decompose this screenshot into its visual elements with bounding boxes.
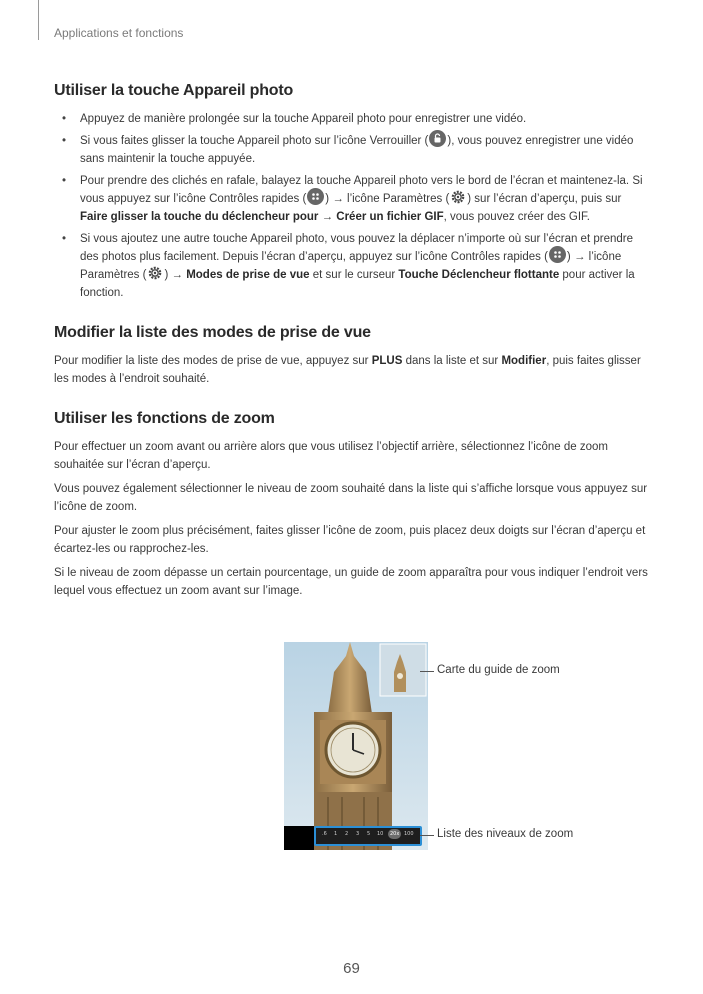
paragraph: Pour modifier la liste des modes de prise de vue, appuyez sur PLUS dans la liste et sur Modifier, puis faites glisser les modes à l’endroit souhaité. [54, 355, 641, 385]
callout-line-list [420, 835, 434, 836]
quick-controls-icon [549, 246, 566, 263]
paragraph: Pour ajuster le zoom plus précisément, faites glisser l’icône de zoom, puis placez deux doigts sur l’écran d’aperçu et écartez-les ou rapprochez-les. [54, 525, 646, 555]
quick-controls-icon [307, 188, 324, 205]
zoom-level-option[interactable]: 1 [334, 831, 338, 837]
zoom-level-option[interactable]: 5 [367, 831, 371, 837]
zoom-level-option[interactable]: 3 [356, 831, 360, 837]
section-title-shooting-modes: Modifier la liste des modes de prise de vue [54, 324, 371, 341]
callout-zoom-map: Carte du guide de zoom [437, 664, 560, 676]
list-item: • Appuyez de manière prolongée sur la touche Appareil photo pour enregistrer une vidéo. [54, 110, 650, 128]
section-zoom [54, 410, 650, 600]
section-header: Applications et fonctions [54, 26, 184, 40]
zoom-level-selected[interactable]: 20x [390, 831, 400, 837]
section-title-zoom: Utiliser les fonctions de zoom [54, 410, 275, 427]
paragraph: Si le niveau de zoom dépasse un certain pourcentage, un guide de zoom apparaîtra pour vous indiquer l’endroit vers lequel vous effectuez un zoom avant sur l’image. [54, 567, 648, 597]
camera-key-list [54, 110, 650, 302]
section-camera-key [54, 82, 650, 302]
paragraph: Pour effectuer un zoom avant ou arrière alors que vous utilisez l’objectif arrière, sélectionnez l’icône de zoom souhaitée sur l’écran d’aperçu. [54, 441, 608, 471]
list-item: • Si vous ajoutez une autre touche Appareil photo, vous pouvez la déplacer n’importe où sur l’écran et prendre des photos plus facilement. Depuis l’écran d’aperçu, appuyez sur l’icône Contrôles rapides ( ) → l’icône Paramètres ( ) → Modes de prise de vue et sur le curseur Touche Déclencheur flottante pour activer la fonction. [54, 230, 650, 302]
section-title-camera-key: Utiliser la touche Appareil photo [54, 82, 294, 99]
zoom-level-list[interactable] [314, 826, 422, 846]
list-item: • Pour prendre des clichés en rafale, balayez la touche Appareil photo vers le bord de l’écran et maintenez-la. Si vous appuyez sur l’icône Contrôles rapides ( ) → l’icône Paramètres ( ) sur l’écran d’aperçu, puis sur Faire glisser la touche du déclencheur pour → Créer un fichier GIF, vous pouvez créer des GIF. [54, 172, 650, 226]
list-item: • Si vous faites glisser la touche Appareil photo sur l’icône Verrouiller ( ), vous pouvez enregistrer une vidéo sans maintenir la touche appuyée. [54, 132, 650, 168]
settings-gear-icon [147, 265, 163, 281]
lock-icon [429, 130, 446, 147]
section-shooting-modes [54, 324, 650, 388]
paragraph: Vous pouvez également sélectionner le niveau de zoom souhaité dans la liste qui s’affiche lorsque vous appuyez sur l’icône de zoom. [54, 483, 648, 513]
callout-zoom-list: Liste des niveaux de zoom [437, 828, 574, 840]
zoom-level-option[interactable]: .6 [322, 831, 327, 837]
callout-line-map [420, 671, 434, 672]
header-divider [38, 0, 39, 40]
big-ben-photo [284, 642, 428, 850]
zoom-level-option[interactable]: 10 [377, 831, 384, 837]
settings-gear-icon [450, 189, 466, 205]
page-number: 69 [343, 960, 360, 977]
page-content [54, 82, 650, 622]
zoom-level-option[interactable]: 100 [404, 831, 414, 837]
zoom-level-option[interactable]: 2 [345, 831, 349, 837]
camera-preview-screenshot [284, 642, 428, 850]
